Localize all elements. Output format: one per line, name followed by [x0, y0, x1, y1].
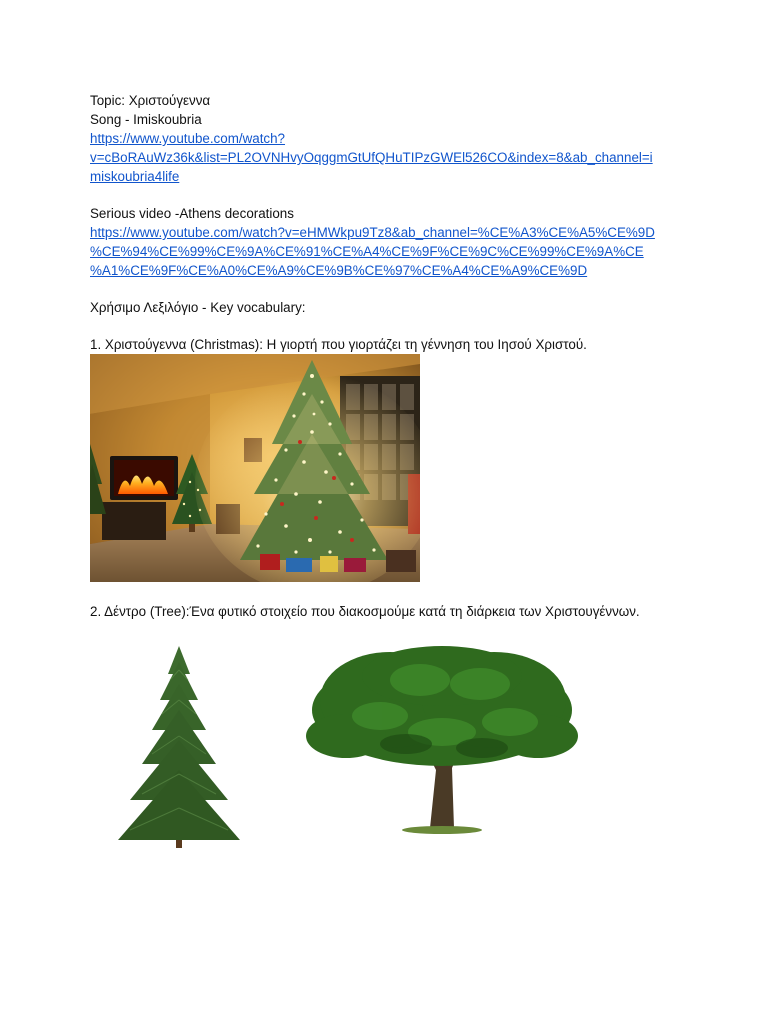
serious-video-link-line-3[interactable]	[90, 261, 587, 280]
trees-illustration	[90, 640, 600, 855]
oak-tree-icon	[306, 646, 578, 834]
vocabulary-heading: Χρήσιμο Λεξιλόγιο - Key vocabulary:	[90, 300, 306, 315]
song-link-2[interactable]: v=cBoRAuWz36k&list=PL2OVNHvyOqggmGtUfQHuTIPzGWEl526CO&index=8&ab_channel=i	[90, 150, 653, 165]
topic-line: Topic: Χριστούγεννα	[90, 93, 211, 108]
serious-video-link-line-1[interactable]	[90, 223, 655, 242]
serious-video-link-1[interactable]: https://www.youtube.com/watch?v=eHMWkpu9Tz8&ab_channel=%CE%A3%CE%A5%CE%9D	[90, 225, 655, 240]
vocabulary-item-1: 1. Χριστούγεννα (Christmas): Η γιορτή που γιορτάζει τη γέννηση του Ιησού Χριστού.	[90, 337, 587, 352]
christmas-living-room-photo	[90, 354, 420, 582]
song-link-3[interactable]: miskoubria4life	[90, 169, 180, 184]
song-link-1[interactable]: https://www.youtube.com/watch?	[90, 131, 286, 146]
song-link-line-3[interactable]	[90, 167, 179, 186]
serious-video-link-2[interactable]: %CE%94%CE%99%CE%9A%CE%91%CE%A4%CE%9F%CE%9C%CE%99%CE%9A%CE	[90, 244, 644, 259]
serious-video-line: Serious video -Athens decorations	[90, 206, 294, 221]
song-link-line-2[interactable]	[90, 148, 653, 167]
serious-video-link-3[interactable]: %A1%CE%9F%CE%A0%CE%A9%CE%9B%CE%97%CE%A4%CE%A9%CE%9D	[90, 263, 588, 278]
vocabulary-item-2: 2. Δέντρο (Tree):Ένα φυτικό στοιχείο που διακοσμούμε κατά τη διάρκεια των Χριστουγέννων.	[90, 604, 640, 619]
song-line: Song - Imiskoubria	[90, 112, 202, 127]
song-link-line-1[interactable]	[90, 129, 285, 148]
fir-tree-icon	[118, 646, 240, 848]
serious-video-link-line-2[interactable]	[90, 242, 644, 261]
